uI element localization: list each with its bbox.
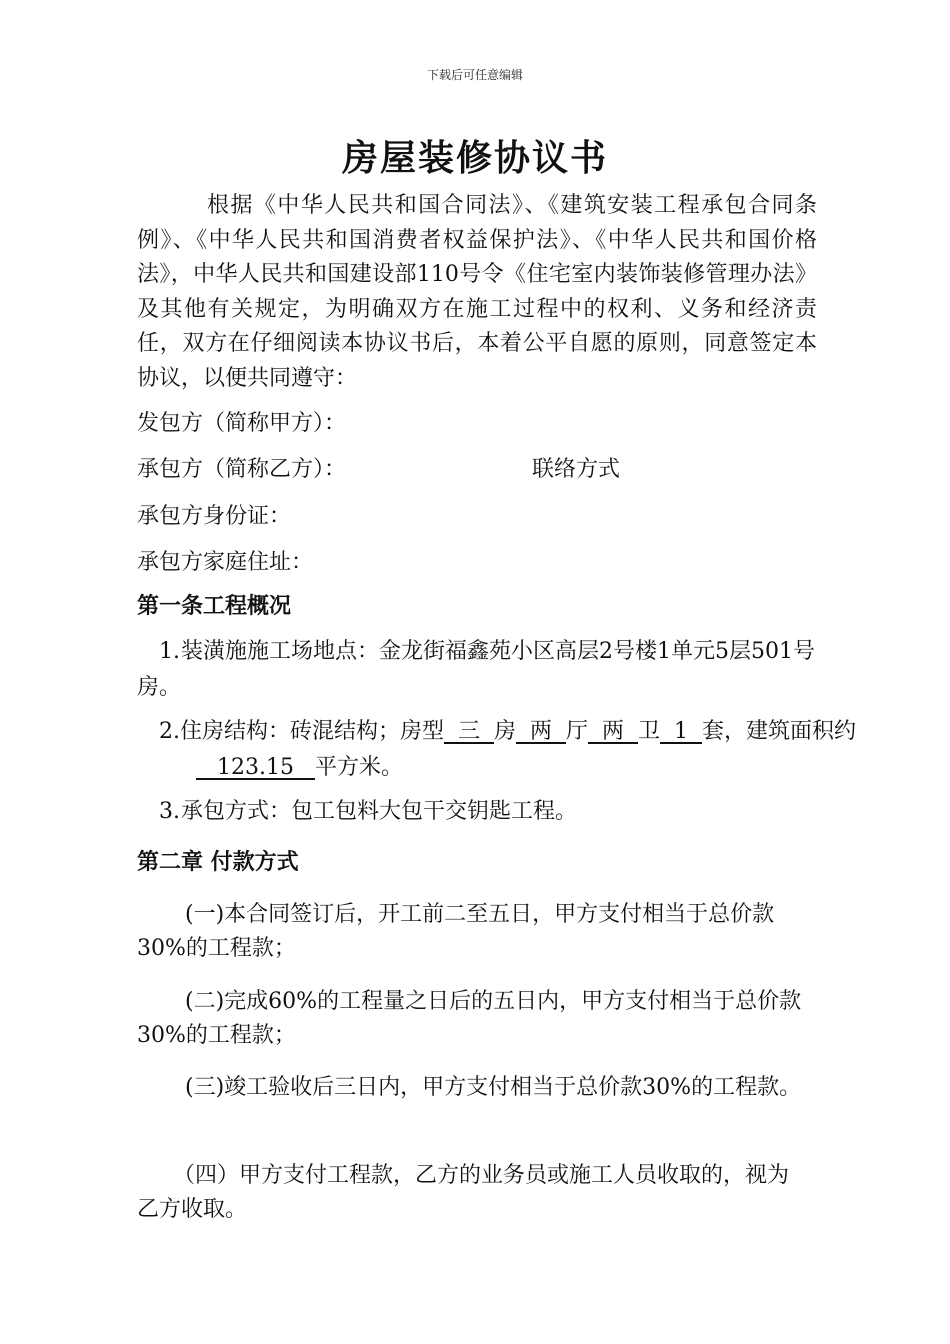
party-b-row: [137, 453, 621, 487]
baths-value: 两: [588, 719, 638, 744]
party-b-field: 承包方（简称乙方）：: [137, 457, 347, 482]
document-title: 房屋装修协议书: [341, 137, 608, 179]
party-a-field: 发包方（简称甲方）：: [137, 411, 347, 436]
page-header-note: 下载后可任意编辑: [426, 68, 523, 82]
rooms-unit: 房: [494, 719, 517, 744]
address-field: 承包方家庭住址：: [137, 550, 314, 575]
item2-structure-text: 住房结构：砖混结构；房型: [180, 719, 445, 744]
section1-item1: [137, 634, 817, 706]
id-card-field: 承包方身份证：: [137, 504, 292, 529]
item1-text: 装潢施施工场地点：金龙街福鑫苑小区高层2号楼1单元5层501号房。: [137, 639, 815, 700]
item3-text: 承包方式：包工包料大包干交钥匙工程。: [181, 799, 578, 824]
halls-unit: 厅: [566, 719, 589, 744]
area-unit: 平方米。: [314, 755, 403, 780]
payment-clause-4: （四）甲方支付工程款，乙方的业务员或施工人员收取的，视为乙方收取。: [137, 1163, 790, 1222]
item3-number: 3.: [159, 799, 180, 824]
payment-clause-2: (二)完成60%的工程量之日后的五日内，甲方支付相当于总价款30%的工程款；: [137, 989, 802, 1048]
payment-clause-3: (三)竣工验收后三日内，甲方支付相当于总价款30%的工程款。: [185, 1075, 802, 1100]
halls-value: 两: [516, 719, 566, 744]
sets-value: 1: [660, 719, 702, 744]
baths-unit: 卫: [638, 719, 661, 744]
section2-heading: 第二章 付款方式: [137, 850, 299, 875]
intro-paragraph: 根据《中华人民共和国合同法》、《建筑安装工程承包合同条例》、《中华人民共和国消费者权益保护法》、《中华人民共和国价格法》，中华人民共和国建设部110号令《住宅室内装饰装修管理办法》及其他有关规定，为明确双方在施工过程中的权利、义务和经济责任，双方在仔细阅读本协议书后，本着公平自愿的原则，同意签定本协议，以便共同遵守：: [137, 193, 817, 391]
contact-field: 联络方式: [532, 457, 621, 482]
item2-number: 2.: [159, 719, 180, 744]
section1-item3: [137, 794, 817, 830]
rooms-value: 三: [444, 719, 494, 744]
area-label: 套，建筑面积约: [702, 719, 857, 744]
section1-item2: [137, 714, 876, 786]
payment-clause-1: (一)本合同签订后，开工前二至五日，甲方支付相当于总价款30%的工程款；: [137, 902, 775, 961]
section1-heading: 第一条工程概况: [137, 594, 292, 619]
item1-number: 1.: [159, 639, 180, 664]
area-value: 123.15: [196, 755, 315, 780]
